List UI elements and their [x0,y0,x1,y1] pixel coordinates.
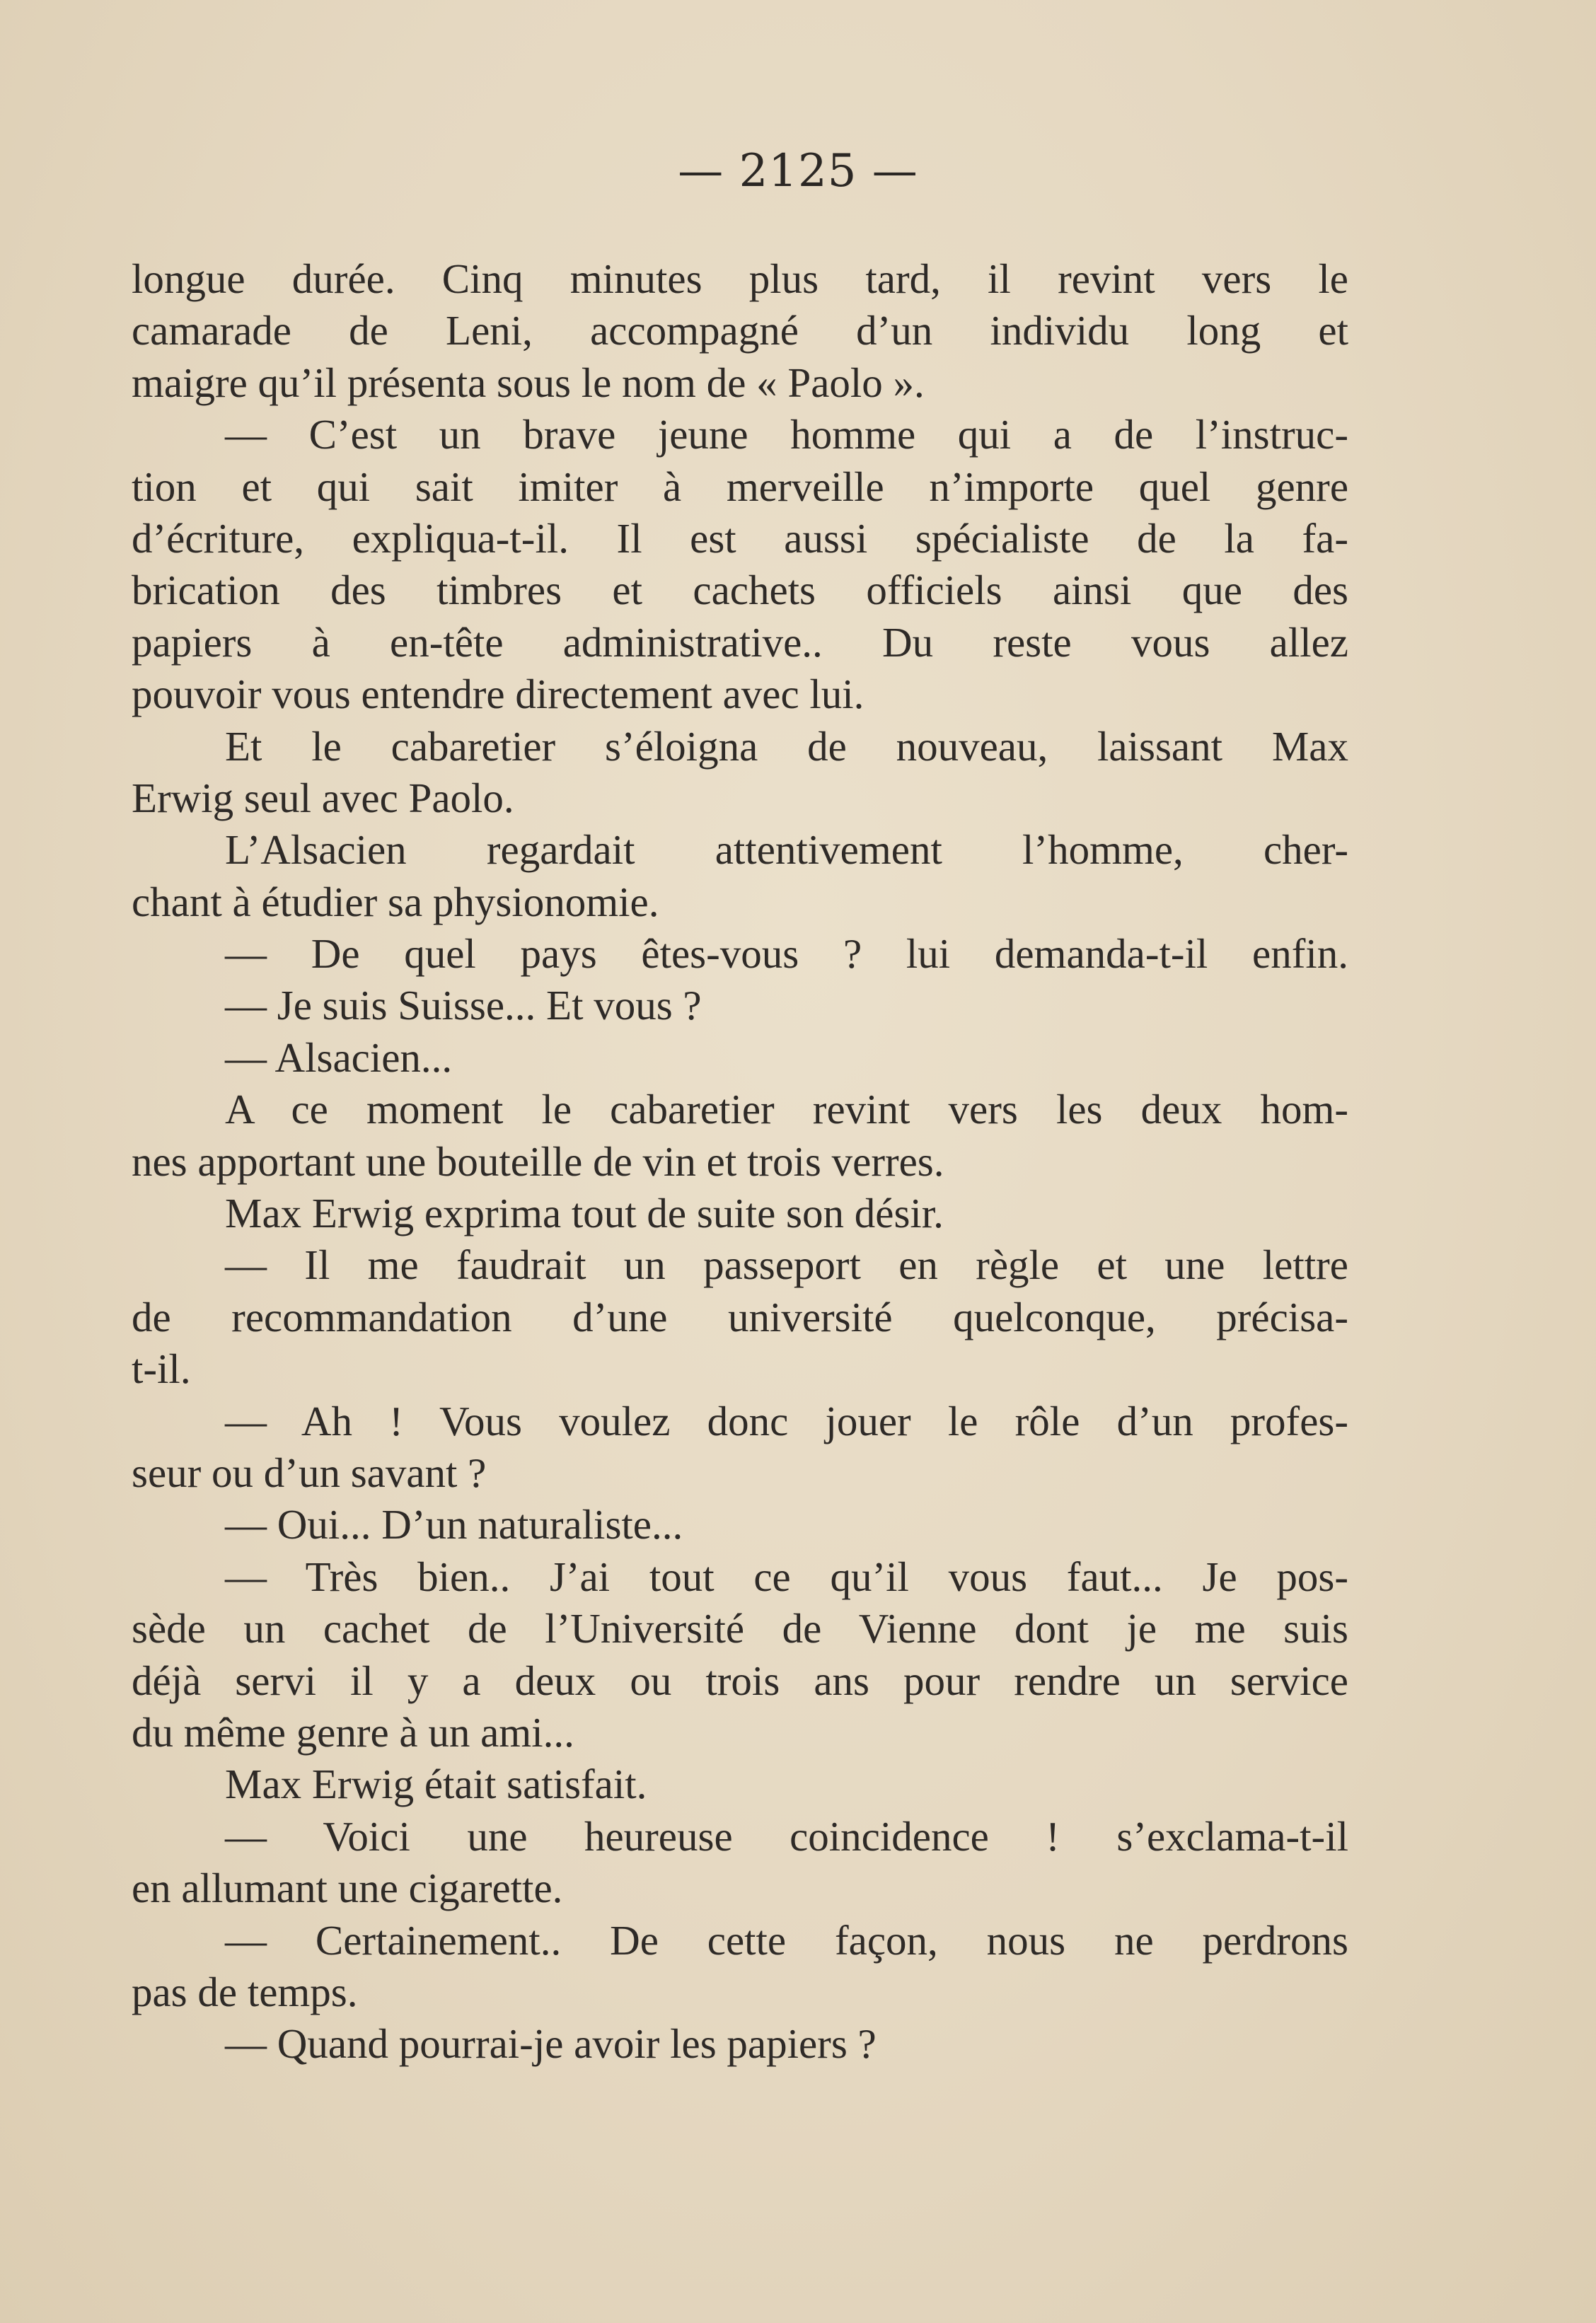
text-line: pas de temps. [132,1968,358,2015]
text-line: pouvoir vous entendre directement avec lui. [132,671,865,718]
text-line: — Très bien.. J’ai tout ce qu’il vous faut... Je pos- [225,1553,1348,1600]
text-line: papiers à en-tête administrative.. Du reste vous allez [132,618,1348,666]
text-line: de recommandation d’une université quelconque, précisa- [132,1293,1348,1340]
text-line: — De quel pays êtes-vous ? lui demanda-t-il enfin. [225,930,1348,978]
text-line: Max Erwig était satisfait. [225,1761,647,1808]
text-line: Et le cabaretier s’éloigna de nouveau, laissant Max [225,722,1348,770]
text-line: — Quand pourrai-je avoir les papiers ? [225,2020,877,2068]
text-line: maigre qu’il présenta sous le nom de « Paolo ». [132,359,925,406]
text-line: — Ah ! Vous voulez donc jouer le rôle d’un profes- [225,1397,1348,1444]
text-line: d’écriture, expliqua-t-il. Il est aussi spécialiste de la fa- [132,514,1348,562]
text-line: Max Erwig exprima tout de suite son désir. [225,1190,944,1237]
text-line: — C’est un brave jeune homme qui a de l’instruc- [225,411,1348,458]
text-line: déjà servi il y a deux ou trois ans pour rendre un service [132,1657,1348,1704]
text-line: — Oui... D’un naturaliste... [225,1501,683,1548]
text-line: t-il. [132,1345,191,1393]
text-line: L’Alsacien regardait attentivement l’homme, cher- [225,826,1348,874]
text-line: sède un cachet de l’Université de Vienne dont je me suis [132,1605,1348,1652]
text-line: — Alsacien... [225,1033,453,1081]
text-line: Erwig seul avec Paolo. [132,774,514,821]
text-line: tion et qui sait imiter à merveille n’importe quel genre [132,463,1348,510]
text-line: — Voici une heureuse coincidence ! s’exclama-t-il [225,1812,1348,1860]
text-line: seur ou d’un savant ? [132,1449,487,1496]
text-line: en allumant une cigarette. [132,1865,563,1912]
text-line: nes apportant une bouteille de vin et trois verres. [132,1137,944,1185]
text-line: — Je suis Suisse... Et vous ? [225,982,702,1029]
page-number: — 2125 — [678,145,918,197]
text-line: brication des timbres et cachets officiels ainsi que des [132,567,1348,614]
text-line: chant à étudier sa physionomie. [132,878,659,925]
text-line: — Il me faudrait un passeport en règle et une lettre [225,1241,1348,1289]
text-line: A ce moment le cabaretier revint vers les deux hom- [225,1086,1348,1133]
text-line: — Certainement.. De cette façon, nous ne perdrons [225,1916,1348,1964]
text-line: camarade de Leni, accompagné d’un individu long et [132,307,1348,354]
text-line: du même genre à un ami... [132,1708,574,1756]
text-line: longue durée. Cinq minutes plus tard, il revint vers le [132,255,1348,302]
body-text [132,253,1348,2070]
